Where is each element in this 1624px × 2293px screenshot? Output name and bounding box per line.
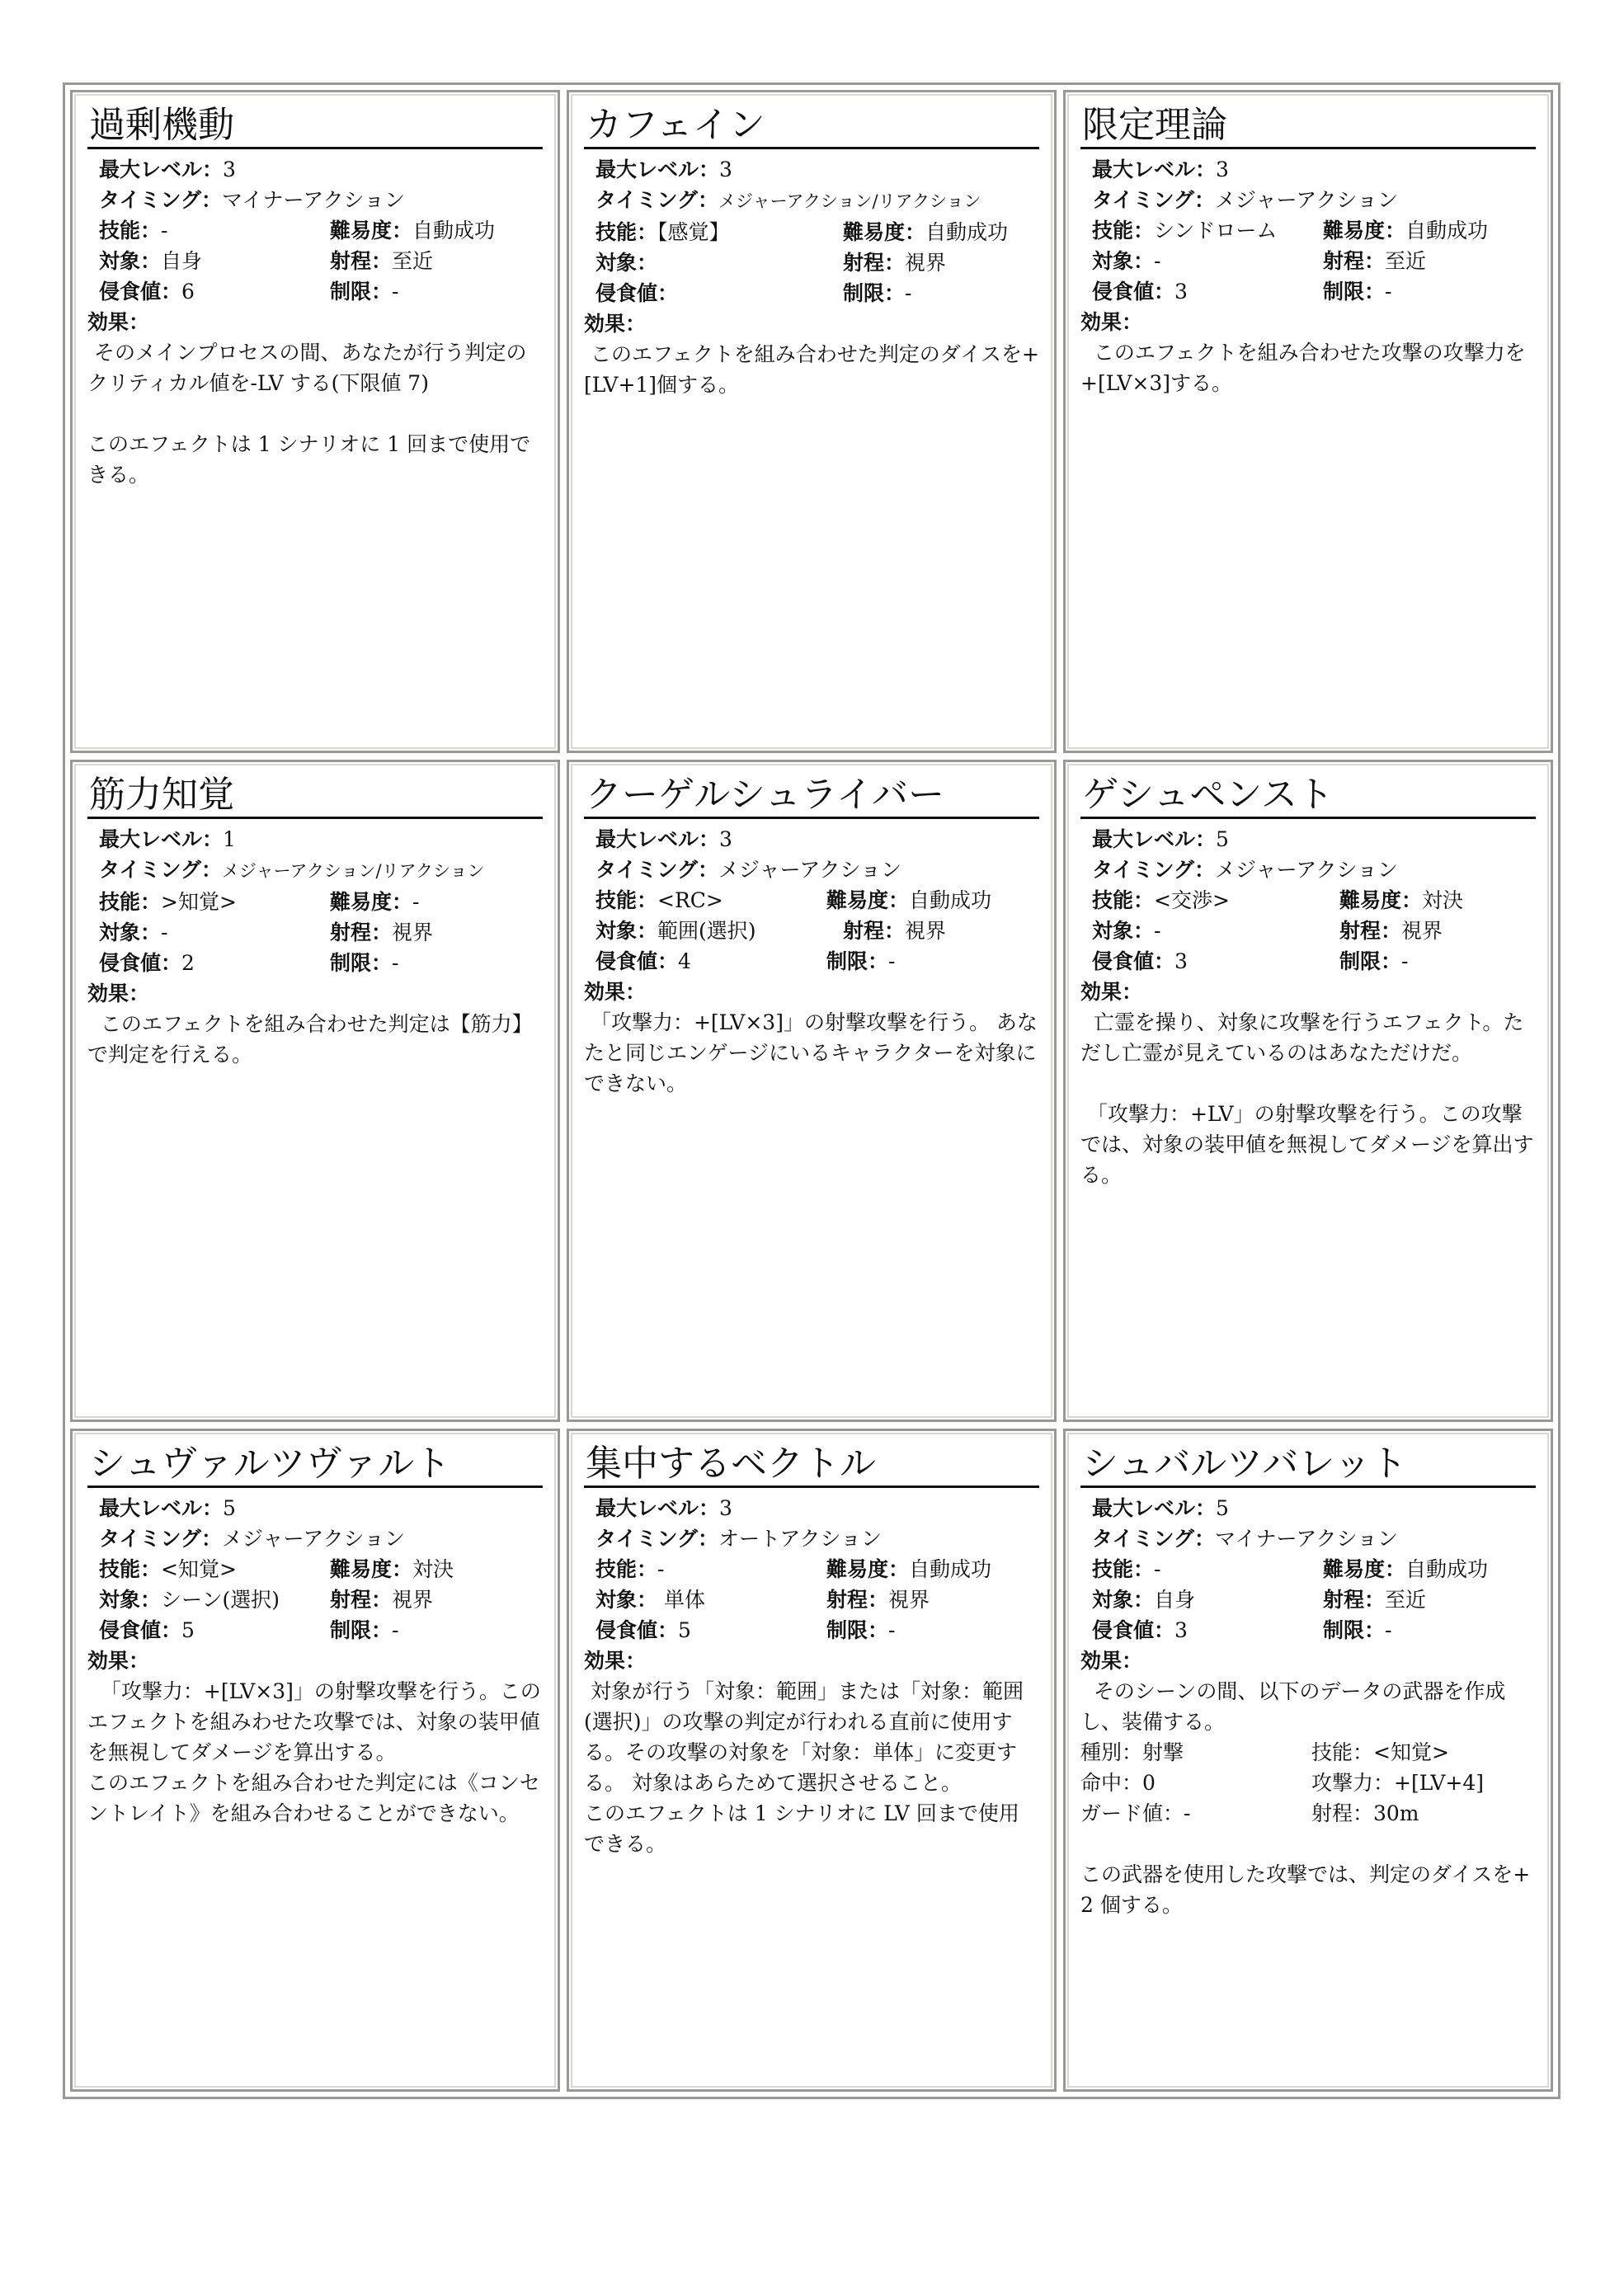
- timing-row: タイミング：メジャーアクション: [1092, 188, 1399, 212]
- card-title: カフェイン: [584, 104, 1039, 149]
- skill-difficulty-row: 技能：【感覚】 難易度：自動成功: [595, 220, 1009, 244]
- effect-label: 効果：: [1080, 979, 1143, 1004]
- effect-text: そのシーンの間、以下のデータの武器を作成し、装備する。: [1080, 1679, 1506, 1735]
- target-range-row: 対象：- 射程：視界: [99, 920, 434, 944]
- effect-text: 「攻撃力：+[LV×3]」の射撃攻撃を行う。 あなたと同じエンゲージにいるキャラクターを対象にできない。: [584, 1010, 1038, 1095]
- effect-card: [567, 760, 1057, 1423]
- weapon-kind: 種別：射撃: [1080, 1740, 1184, 1765]
- weapon-range: 射程：30m: [1311, 1801, 1419, 1826]
- card-title: シュバルツバレット: [1080, 1443, 1536, 1488]
- timing-row: タイミング：メジャーアクション: [595, 857, 902, 882]
- erosion-limit-row: 侵食値： 制限：-: [595, 281, 912, 305]
- effect-text: 対象が行う「対象：範囲」または「対象：範囲(選択)」の攻撃の判定が行われる直前に使用する。その攻撃の対象を「対象：単体」に変更する。 対象はあらためて選択させること。 このエフェクトは 1 シナリオに LV 回まで使用できる。: [584, 1679, 1024, 1857]
- erosion-limit-row: 侵食値：3 制限：-: [1092, 280, 1392, 304]
- timing-row: タイミング：メジャーアクション: [1092, 857, 1399, 882]
- skill-difficulty-row: 技能：- 難易度：自動成功: [99, 219, 496, 242]
- erosion-limit-row: 侵食値：2 制限：-: [99, 950, 399, 975]
- card-title: 過剰機動: [87, 104, 543, 149]
- effect-label: 効果：: [584, 1649, 647, 1674]
- skill-difficulty-row: 技能：- 難易度：自動成功: [1092, 1557, 1489, 1582]
- target-range-row: 対象：範囲(選択) 射程：視界: [595, 918, 947, 943]
- erosion-limit-row: 侵食値：5 制限：-: [99, 1618, 399, 1643]
- effect-card: [567, 1429, 1057, 2092]
- skill-difficulty-row: 技能：シンドローム 難易度：自動成功: [1092, 219, 1489, 242]
- erosion-limit-row: 侵食値：6 制限：-: [99, 280, 399, 304]
- effect-card: [1063, 760, 1553, 1423]
- skill-difficulty-row: 技能：>知覚> 難易度：-: [99, 889, 420, 914]
- weapon-skill: 技能：<知覚>: [1311, 1740, 1449, 1765]
- effect-label: 効果：: [87, 1649, 150, 1674]
- timing-row: タイミング：メジャーアクション/リアクション: [99, 857, 485, 882]
- skill-difficulty-row: 技能：<RC> 難易度：自動成功: [595, 888, 992, 912]
- target-range-row: 対象：- 射程：至近: [1092, 249, 1427, 273]
- card-title: ゲシュペンスト: [1080, 774, 1536, 819]
- skill-difficulty-row: 技能：- 難易度：自動成功: [595, 1557, 992, 1582]
- effect-label: 効果：: [584, 979, 647, 1004]
- timing-row: タイミング：オートアクション: [595, 1527, 883, 1551]
- card-title: 集中するベクトル: [584, 1443, 1039, 1488]
- effect-label: 効果：: [1080, 310, 1143, 334]
- max-level-row: 最大レベル：1: [99, 826, 236, 851]
- skill-difficulty-row: 技能：<交渉> 難易度：対決: [1092, 888, 1464, 912]
- target-range-row: 対象： 単体 射程：視界: [595, 1588, 930, 1613]
- effect-label: 効果：: [87, 310, 150, 334]
- card-grid: [70, 90, 1553, 2092]
- weapon-stats: [1080, 1737, 1536, 1829]
- max-level-row: 最大レベル：3: [1092, 158, 1229, 181]
- effect-text: このエフェクトを組み合わせた判定は【筋力】で判定を行える。: [87, 1011, 533, 1066]
- effect-card: [70, 760, 560, 1423]
- max-level-row: 最大レベル：5: [1092, 1496, 1229, 1521]
- erosion-limit-row: 侵食値：3 制限：-: [1092, 949, 1409, 973]
- effect-text: このエフェクトを組み合わせた判定のダイスを+[LV+1]個する。: [584, 342, 1039, 397]
- effect-label: 効果：: [87, 981, 150, 1005]
- timing-row: タイミング：メジャーアクション/リアクション: [595, 188, 981, 212]
- card-title: 筋力知覚: [87, 774, 543, 819]
- max-level-row: 最大レベル：3: [99, 158, 236, 181]
- weapon-guard: ガード値：-: [1080, 1801, 1191, 1826]
- card-title: 限定理論: [1080, 104, 1536, 149]
- card-title: クーゲルシュライバー: [584, 774, 1039, 819]
- timing-row: タイミング：メジャーアクション: [99, 1527, 406, 1551]
- target-range-row: 対象：自身 射程：至近: [99, 249, 434, 273]
- erosion-limit-row: 侵食値：3 制限：-: [1092, 1618, 1392, 1643]
- max-level-row: 最大レベル：5: [99, 1496, 236, 1521]
- weapon-row: [1080, 1798, 1536, 1829]
- max-level-row: 最大レベル：3: [595, 1496, 732, 1521]
- effect-card: [1063, 1429, 1553, 2092]
- erosion-limit-row: 侵食値：5 制限：-: [595, 1618, 896, 1643]
- weapon-row: [1080, 1768, 1536, 1798]
- effect-card: [567, 90, 1057, 753]
- skill-difficulty-row: 技能：<知覚> 難易度：対決: [99, 1557, 454, 1582]
- effect-text: そのメインプロセスの間、あなたが行う判定のクリティカル値を-LV する(下限値 7) このエフェクトは 1 シナリオに 1 回まで使用できる。: [87, 341, 531, 487]
- effect-text: 亡霊を操り、対象に攻撃を行うエフェクト。ただし亡霊が見えているのはあなただけだ。 「攻撃力：+LV」の射撃攻撃を行う。この攻撃では、対象の装甲値を無視してダメージを算出する。: [1080, 1010, 1534, 1187]
- effect-label: 効果：: [584, 312, 647, 336]
- effect-text: 「攻撃力：+[LV×3]」の射撃攻撃を行う。このエフェクトを組みわせた攻撃では、対象の装甲値を無視してダメージを算出する。 このエフェクトを組み合わせた判定には《コンセントレイト》を組み合わせることができない。: [87, 1679, 541, 1826]
- timing-row: タイミング：マイナーアクション: [99, 188, 406, 212]
- effect-text-after: この武器を使用した攻撃では、判定のダイスを+2 個する。: [1080, 1862, 1531, 1918]
- target-range-row: 対象：- 射程：視界: [1092, 918, 1443, 943]
- erosion-limit-row: 侵食値：4 制限：-: [595, 949, 896, 973]
- target-range-row: 対象：自身 射程：至近: [1092, 1588, 1427, 1613]
- weapon-row: [1080, 1737, 1536, 1768]
- card-sheet: [63, 82, 1560, 2099]
- effect-card: [1063, 90, 1553, 753]
- card-title: シュヴァルツヴァルト: [87, 1443, 543, 1488]
- effect-text: このエフェクトを組み合わせた攻撃の攻撃力を+[LV×3]する。: [1080, 341, 1526, 395]
- max-level-row: 最大レベル：3: [595, 158, 732, 181]
- timing-row: タイミング：マイナーアクション: [1092, 1527, 1399, 1551]
- max-level-row: 最大レベル：3: [595, 826, 732, 851]
- effect-card: [70, 1429, 560, 2092]
- effect-label: 効果：: [1080, 1649, 1143, 1674]
- weapon-attack: 攻撃力：+[LV+4]: [1311, 1771, 1484, 1796]
- weapon-hit: 命中：0: [1080, 1771, 1156, 1796]
- max-level-row: 最大レベル：5: [1092, 826, 1229, 851]
- target-range-row: 対象：シーン(選択) 射程：視界: [99, 1588, 434, 1613]
- target-range-row: 対象： 射程：視界: [595, 251, 947, 275]
- effect-card: [70, 90, 560, 753]
